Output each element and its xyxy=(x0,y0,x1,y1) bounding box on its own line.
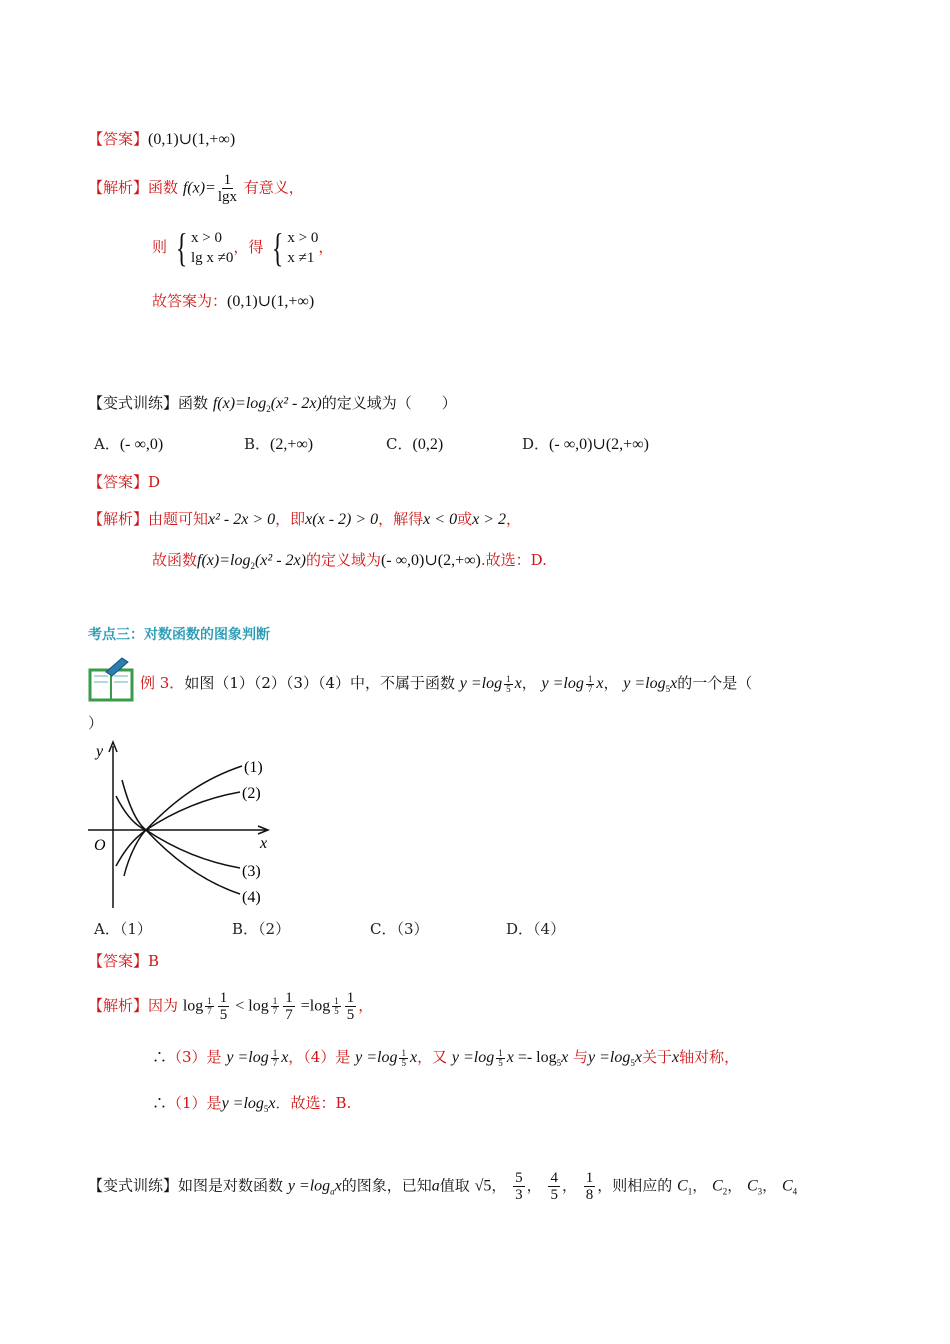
comma: ， xyxy=(561,1176,577,1195)
stem-text: 值取 xyxy=(439,1176,470,1195)
math-base: 2 xyxy=(266,404,271,414)
analysis-text: （1）是 xyxy=(167,1094,222,1112)
analysis-line-2b xyxy=(152,549,547,577)
example3-stem-end: ） xyxy=(88,714,104,732)
frac-num: 1 xyxy=(285,990,293,1006)
analysis-tag: 【解析】 xyxy=(88,996,149,1015)
frac-num: 1 xyxy=(401,1047,406,1058)
math: x xyxy=(506,1049,514,1066)
analysis-line-3b xyxy=(152,1046,739,1074)
comma: ， xyxy=(358,996,374,1015)
frac-den: 5 xyxy=(550,1187,558,1203)
therefore-text: 故答案为： xyxy=(152,292,228,310)
frac-num: 1 xyxy=(334,996,339,1006)
analysis-text: 函数 xyxy=(148,178,179,197)
math-sub: 2 xyxy=(722,1186,728,1197)
frac-1-7 xyxy=(283,990,295,1023)
curve-label-2: (2) xyxy=(242,785,261,802)
math: x xyxy=(281,1049,289,1066)
analysis-text: 轴对称， xyxy=(679,1048,740,1066)
then-text: 则 xyxy=(152,238,168,256)
analysis-tag: 【解析】 xyxy=(88,510,149,528)
frac-den: 5 xyxy=(498,1057,503,1068)
frac-den: 8 xyxy=(585,1187,594,1203)
option-label: D． xyxy=(506,920,534,938)
option-value: (- ∞,0)∪(2,+∞) xyxy=(549,436,649,453)
get-text: ，得 xyxy=(233,238,264,256)
analysis-text: 由题可知 xyxy=(148,510,209,528)
math: x xyxy=(514,675,522,692)
curve-2 xyxy=(116,792,240,866)
analysis-text: 有意义， xyxy=(243,178,304,197)
analysis-text: 因为 xyxy=(148,996,179,1015)
math: (- ∞,0)∪(2,+∞) xyxy=(380,552,481,569)
option-value: （2） xyxy=(258,920,291,938)
section-heading: 考点三：对数函数的图象判断 xyxy=(88,627,270,643)
analysis-line-3c xyxy=(152,1092,351,1120)
analysis-text: ，（4）是 xyxy=(288,1048,351,1066)
system-1: { x > 0 lg x ≠0 xyxy=(175,225,234,270)
comma: ， xyxy=(318,238,334,256)
base-1-5 xyxy=(504,675,513,694)
y-label: y xyxy=(96,743,104,760)
frac-num: 1 xyxy=(585,1170,594,1186)
math-sub: 4 xyxy=(792,1186,798,1197)
option-value: （1） xyxy=(119,920,152,938)
stem-text: 的一个是（ xyxy=(677,674,753,692)
curve-3 xyxy=(122,780,240,868)
variant-training-2 xyxy=(88,1170,797,1203)
math: x xyxy=(334,1177,342,1195)
math: C xyxy=(781,1177,793,1195)
frac-den: 5 xyxy=(506,683,511,694)
math: y =log xyxy=(588,1049,631,1066)
answer-tag: 【答案】 xyxy=(88,952,149,970)
option-label: C． xyxy=(370,920,397,938)
book-pencil-icon xyxy=(88,656,138,702)
option-value: （3） xyxy=(396,920,429,938)
math: x xyxy=(634,1049,642,1066)
system-line xyxy=(152,225,334,270)
sys2-row1: x > 0 xyxy=(287,230,319,246)
stem-text: ，则相应的 xyxy=(597,1176,673,1195)
math-base: 2 xyxy=(250,561,255,571)
frac-den: 7 xyxy=(272,1006,278,1016)
math: x xyxy=(670,675,678,692)
stem-suffix: 的定义域为（ ） xyxy=(321,394,457,412)
frac-den: 7 xyxy=(272,1057,278,1068)
frac-den: 5 xyxy=(219,1007,228,1023)
frac-den: 7 xyxy=(207,1006,212,1016)
sep: ， xyxy=(603,674,619,692)
math: x xyxy=(596,675,604,692)
math: C xyxy=(746,1177,758,1195)
sys1-row2: lg x ≠0 xyxy=(191,250,234,266)
math-func: f(x)=log xyxy=(212,395,267,412)
analysis-text: ， xyxy=(506,510,522,528)
answer-tag: 【答案】 xyxy=(88,130,149,148)
analysis-text: ，即 xyxy=(275,510,306,528)
frac-4-5 xyxy=(548,1170,560,1203)
analysis-line-1 xyxy=(88,172,304,205)
frac-den: 7 xyxy=(587,683,593,694)
frac-num: 1 xyxy=(346,990,355,1006)
option-d xyxy=(522,433,649,456)
math: log xyxy=(182,997,204,1015)
frac-num: 1 xyxy=(272,1047,278,1058)
math: x xyxy=(561,1049,569,1066)
analysis-text: .故选：D. xyxy=(480,551,547,569)
analysis-line-2a xyxy=(88,508,521,531)
base-1-5 xyxy=(399,1049,408,1068)
option-value: （4） xyxy=(533,920,566,938)
math: y =log xyxy=(451,1049,495,1066)
math: y =log xyxy=(623,675,666,692)
curve-1 xyxy=(124,766,242,876)
x-label: x xyxy=(260,835,268,852)
frac-num: 1 xyxy=(506,673,511,684)
analysis-line-3a xyxy=(88,990,373,1023)
ex3-option-d xyxy=(506,918,565,940)
variant-training-1 xyxy=(88,392,457,420)
curve-4 xyxy=(116,796,240,894)
stem-text: 如图（1）（2）（3）（4）中，不属于函数 xyxy=(184,674,455,692)
example-label: 例 3． xyxy=(140,674,185,692)
math-sub: 1 xyxy=(687,1186,693,1197)
final-value: (0,1)∪(1,+∞) xyxy=(227,293,315,310)
answer-line-1 xyxy=(88,128,235,151)
option-value: (2,+∞) xyxy=(270,436,314,453)
math-sub: 3 xyxy=(757,1186,763,1197)
ex3-option-c xyxy=(370,918,429,940)
answer-tag: 【答案】 xyxy=(88,473,149,491)
option-label: A． xyxy=(94,920,120,938)
math: log xyxy=(309,997,331,1015)
math-sqrt5: √5 xyxy=(474,1177,492,1195)
math-base: 5 xyxy=(556,1058,562,1068)
frac-1-8 xyxy=(584,1170,596,1203)
comma: ， xyxy=(692,1176,708,1195)
frac-num: 1 xyxy=(223,172,232,188)
analysis-text: 与 xyxy=(573,1048,589,1066)
analysis-text: ，解得 xyxy=(378,510,424,528)
frac-num: 1 xyxy=(207,996,212,1006)
frac-1-5 xyxy=(218,990,230,1023)
option-a xyxy=(94,433,163,456)
stem-text: 如图是对数函数 xyxy=(178,1176,284,1195)
option-label: B． xyxy=(232,920,259,938)
stem-text: 的图象，已知 xyxy=(341,1176,432,1195)
math: a xyxy=(431,1177,440,1195)
comma: ， xyxy=(526,1176,542,1195)
log-graph xyxy=(86,736,286,911)
answer-value: B xyxy=(148,952,160,970)
base-1-7 xyxy=(586,675,595,694)
curve-label-1: (1) xyxy=(244,759,263,776)
curve-label-3: (3) xyxy=(242,863,261,880)
math: (x² - 2x) xyxy=(254,552,306,569)
frac-5-3 xyxy=(513,1170,525,1203)
answer-line-2 xyxy=(88,471,160,493)
analysis-text: ，又 xyxy=(417,1048,448,1066)
option-b xyxy=(244,433,313,456)
ex3-option-b xyxy=(232,918,290,940)
math: log xyxy=(248,997,269,1015)
math-fx: f(x)= xyxy=(182,179,216,197)
base-1-7 xyxy=(205,997,214,1016)
math: f(x)=log xyxy=(197,552,251,569)
analysis-text: ．故选：B. xyxy=(275,1094,352,1112)
option-value: (0,2) xyxy=(412,436,444,453)
math-base: 5 xyxy=(263,1104,269,1114)
frac-den: 5 xyxy=(334,1006,339,1016)
frac-1-5 xyxy=(345,990,357,1023)
math: C xyxy=(677,1177,688,1195)
example3-stem xyxy=(140,672,752,700)
sep: ， xyxy=(521,674,537,692)
therefore-symbol: ∴ xyxy=(152,1048,168,1066)
therefore-symbol: ∴ xyxy=(152,1094,168,1112)
answer-line-3 xyxy=(88,950,159,972)
analysis-text: 故函数 xyxy=(152,551,198,569)
variant-tag: 【变式训练】 xyxy=(88,394,179,412)
analysis-tag: 【解析】 xyxy=(88,178,149,197)
frac-num: 1 xyxy=(219,990,228,1006)
fraction-1-over-lgx xyxy=(218,172,237,205)
math-arg: (x² - 2x) xyxy=(270,395,322,412)
math: = xyxy=(296,997,310,1015)
math-base: 5 xyxy=(665,684,671,694)
answer-value: (0,1)∪(1,+∞) xyxy=(148,131,236,148)
math: y =log xyxy=(355,1049,398,1066)
base-1-7 xyxy=(271,1049,280,1068)
sys1-row1: x > 0 xyxy=(191,230,222,246)
math: x xyxy=(268,1095,276,1112)
option-label: B． xyxy=(244,435,271,453)
origin-label: O xyxy=(94,837,106,854)
frac-den: 5 xyxy=(401,1057,406,1068)
math: y =log xyxy=(221,1095,264,1112)
math: x > 2 xyxy=(472,511,506,528)
frac-den: 5 xyxy=(346,1007,355,1023)
option-label: C． xyxy=(386,435,413,453)
math: < xyxy=(231,997,249,1015)
sys2-row2: x ≠1 xyxy=(287,250,315,266)
frac-num: 4 xyxy=(550,1170,558,1186)
math: x² - 2x > 0 xyxy=(208,511,276,528)
math: y =log xyxy=(226,1049,269,1066)
math: y =log xyxy=(541,675,584,692)
base-1-5 xyxy=(332,997,341,1016)
analysis-text: 关于 xyxy=(641,1048,672,1066)
math: =- log xyxy=(513,1049,557,1066)
option-label: A． xyxy=(94,435,120,453)
frac-num: 1 xyxy=(587,673,593,684)
comma: ， xyxy=(727,1176,743,1195)
math: x(x - 2) > 0 xyxy=(305,511,379,528)
math-base: 5 xyxy=(630,1058,635,1068)
base-1-5 xyxy=(496,1049,505,1068)
analysis-text: （3）是 xyxy=(167,1048,222,1066)
frac-den: 7 xyxy=(285,1007,293,1023)
frac-num: 1 xyxy=(498,1047,503,1058)
frac-num: 5 xyxy=(515,1170,523,1186)
answer-value: D xyxy=(148,473,161,491)
curve-label-4: (4) xyxy=(242,889,261,906)
math: y =log xyxy=(459,675,503,692)
stem-prefix: 函数 xyxy=(178,394,209,412)
frac-num: 1 xyxy=(272,996,278,1006)
system-2: { x > 0 x ≠1 xyxy=(272,225,319,270)
math: x xyxy=(672,1049,680,1066)
analysis-text: 或 xyxy=(457,510,473,528)
frac-den: lgx xyxy=(217,189,237,205)
option-label: D． xyxy=(522,435,550,453)
option-c xyxy=(386,433,443,456)
ex3-option-a xyxy=(94,918,152,940)
math: y =log xyxy=(287,1177,331,1195)
comma: ， xyxy=(762,1176,778,1195)
frac-den: 3 xyxy=(515,1187,523,1203)
math: x xyxy=(409,1049,418,1066)
final-answer-line xyxy=(152,290,314,313)
comma: ， xyxy=(491,1176,507,1195)
math: x < 0 xyxy=(423,511,458,528)
math-base: a xyxy=(330,1186,335,1197)
option-value: (- ∞,0) xyxy=(119,436,164,453)
variant-tag: 【变式训练】 xyxy=(88,1176,179,1195)
analysis-text: 的定义域为 xyxy=(305,551,381,569)
math: C xyxy=(712,1177,723,1195)
base-1-7 xyxy=(271,997,280,1016)
